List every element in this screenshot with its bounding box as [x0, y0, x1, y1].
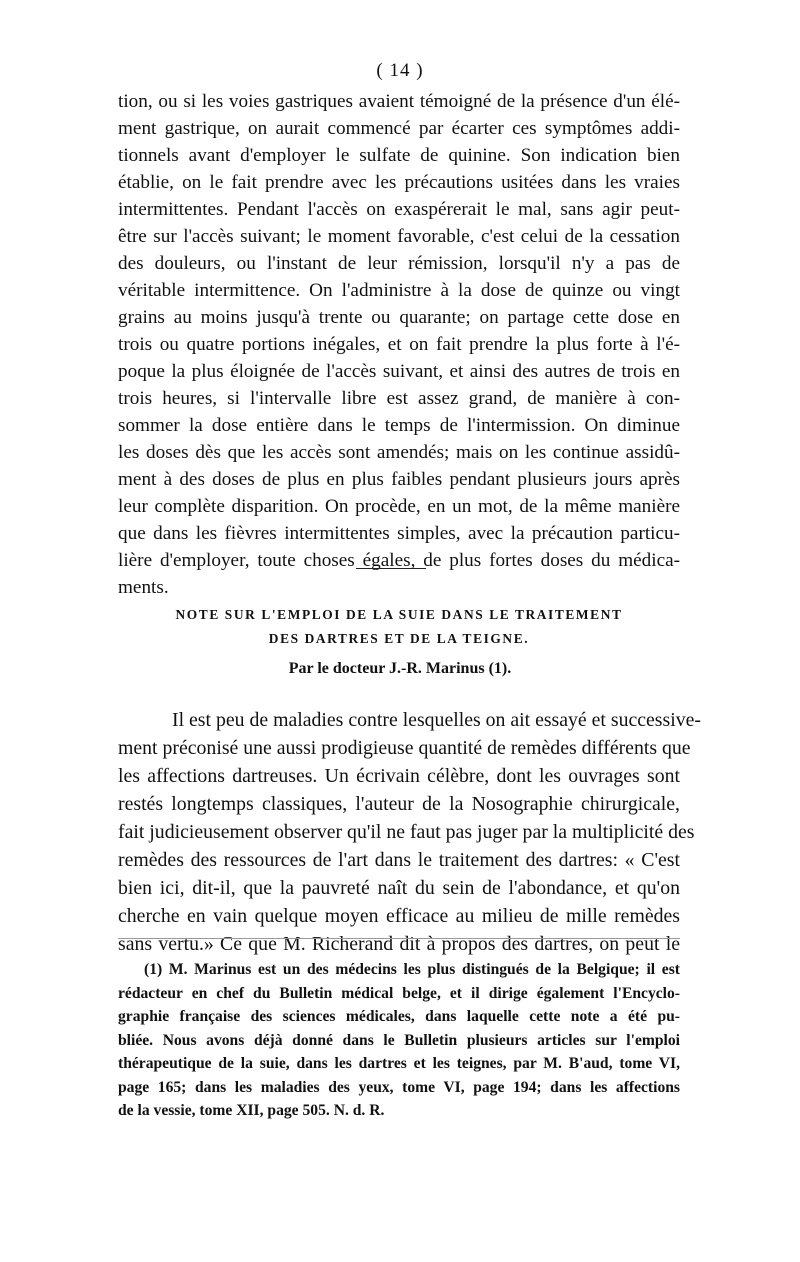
text-line: ments.	[118, 577, 169, 598]
footnote-line: thérapeutique de la suie, dans les dartres et les teignes, par M. B'aud, tome VI,	[118, 1055, 680, 1072]
footnote-divider	[118, 938, 680, 939]
text-line: établie, on le fait prendre avec les précautions usitées dans les vraies	[118, 172, 680, 193]
page-number: ( 14 )	[376, 60, 424, 81]
text-line: trois heures, si l'intervalle libre est assez grand, de manière à con-	[118, 388, 680, 409]
text-line: Il est peu de maladies contre lesquelles on ait essayé et successive-	[172, 709, 701, 731]
text-line: bien ici, dit-il, que la pauvreté naît du sein de l'abondance, et qu'on	[118, 877, 680, 899]
footnote-line: graphie française des sciences médicales, dans laquelle cette note a été pu-	[118, 1008, 680, 1025]
text-line: poque la plus éloignée de l'accès suivant, et ainsi des autres de trois en	[118, 361, 680, 382]
footnote-line: (1) M. Marinus est un des médecins les plus distingués de la Belgique; il est	[144, 961, 680, 978]
section-divider	[356, 568, 426, 569]
article-title-line: DES DARTRES ET DE LA TEIGNE.	[268, 631, 530, 646]
text-line: sommer la dose entière dans le temps de l'intermission. On diminue	[118, 415, 680, 436]
text-line: grains au moins jusqu'à trente ou quarante; on partage cette dose en	[118, 307, 680, 328]
text-line: les doses dès que les accès sont amendés; mais on les continue assidû-	[118, 442, 680, 463]
text-line: lière d'employer, toute choses égales, de plus fortes doses du médica-	[118, 550, 680, 571]
footnote-line: rédacteur en chef du Bulletin médical belge, et il dirige également l'Encyclo-	[118, 984, 680, 1002]
text-line: véritable intermittence. On l'administre à la dose de quinze ou vingt	[118, 280, 680, 301]
text-line: intermittentes. Pendant l'accès on exaspérerait le mal, sans agir peut-	[118, 199, 680, 220]
footnote-line: page 165; dans les maladies des yeux, tome VI, page 194; dans les affections	[118, 1078, 680, 1096]
text-line: les affections dartreuses. Un écrivain célèbre, dont les ouvrages sont	[118, 765, 680, 787]
text-line: tionnels avant d'employer le sulfate de quinine. Son indication bien	[118, 145, 680, 166]
text-line: ment à des doses de plus en plus faibles pendant plusieurs jours après	[118, 469, 680, 490]
article-paragraph	[118, 706, 701, 958]
article-byline: Par le docteur J.-R. Marinus (1).	[288, 660, 512, 677]
article-title	[118, 603, 680, 651]
text-line: être sur l'accès suivant; le moment favorable, c'est celui de la cessation	[118, 226, 680, 247]
footnote-line: bliée. Nous avons déjà donné dans le Bulletin plusieurs articles sur l'emploi	[118, 1031, 680, 1049]
text-line: que dans les fièvres intermittentes simples, avec la précaution particu-	[118, 523, 680, 544]
text-line: sans vertu.» Ce que M. Richerand dit à propos des dartres, on peut le	[118, 933, 680, 955]
text-line: fait judicieusement observer qu'il ne faut pas juger par la multiplicité des	[118, 821, 695, 843]
text-line: cherche en vain quelque moyen efficace au milieu de mille remèdes	[118, 905, 680, 927]
text-line: leur complète disparition. On procède, en un mot, de la même manière	[118, 496, 680, 517]
text-line: des douleurs, ou l'instant de leur rémission, lorsqu'il n'y a pas de	[118, 253, 680, 274]
text-line: restés longtemps classiques, l'auteur de la Nosographie chirurgicale,	[118, 793, 680, 815]
text-line: ment gastrique, on aurait commencé par écarter ces symptômes addi-	[118, 118, 680, 139]
text-line: tion, ou si les voies gastriques avaient témoigné de la présence d'un élé-	[118, 91, 680, 112]
text-line: remèdes des ressources de l'art dans le traitement des dartres: « C'est	[118, 849, 680, 871]
article-title-line: NOTE SUR L'EMPLOI DE LA SUIE DANS LE TRAITEMENT	[175, 607, 623, 622]
footnote	[118, 958, 680, 1123]
continued-paragraph	[118, 88, 680, 601]
text-line: trois ou quatre portions inégales, et on fait prendre la plus forte à l'é-	[118, 334, 680, 355]
text-line: ment préconisé une aussi prodigieuse quantité de remèdes différents que	[118, 737, 691, 759]
footnote-line: de la vessie, tome XII, page 505. N. d. R.	[118, 1102, 385, 1119]
